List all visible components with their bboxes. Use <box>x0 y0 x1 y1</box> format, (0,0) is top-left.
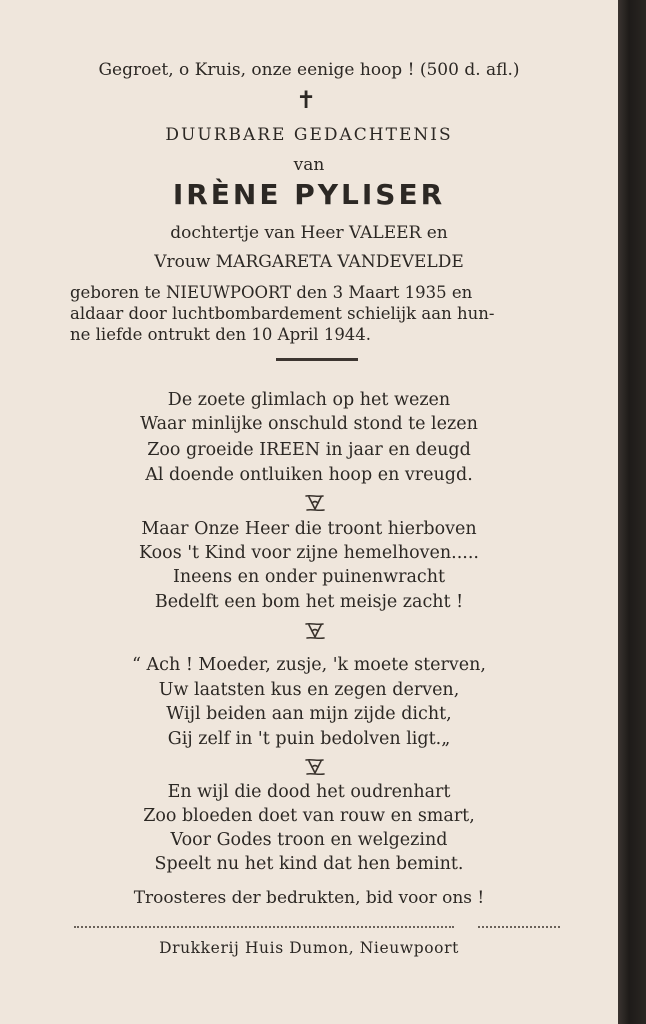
birth-line-3: ne liefde ontrukt den 10 April 1944. <box>70 325 372 344</box>
birth-line-1: geboren te NIEUWPOORT den 3 Maart 1935 en <box>70 283 473 302</box>
poem-line: Maar Onze Heer die troont hierboven <box>141 519 477 539</box>
deceased-name: IRÈNE PYLISER <box>172 178 446 211</box>
poem-line: “ Ach ! Moeder, zusje, 'k moete sterven, <box>132 655 486 675</box>
parents-line-2: Vrouw MARGARETA VANDEVELDE <box>154 252 464 272</box>
poem-line: Zoo groeide IREEN in jaar en deugd <box>147 440 471 460</box>
parents-line-1: dochtertje van Heer VALEER en <box>170 223 448 243</box>
closing-prayer: Troosteres der bedrukten, bid voor ons ! <box>133 888 485 908</box>
fleuron-ornament-icon <box>303 619 327 643</box>
poem-line: Waar minlijke onschuld stond te lezen <box>140 414 478 434</box>
dotted-divider <box>74 926 454 928</box>
memorial-heading: DUURBARE GEDACHTENIS <box>165 125 453 145</box>
card-edge-shadow <box>618 0 646 1024</box>
poem-line: En wijl die dood het oudrenhart <box>167 782 451 802</box>
fleuron-ornament-icon <box>303 755 327 779</box>
poem-line: Bedelft een bom het meisje zacht ! <box>154 592 464 612</box>
poem-line: Koos 't Kind voor zijne hemelhoven..... <box>139 543 479 563</box>
prayer-line: Gegroet, o Kruis, onze eenige hoop ! (500 d. afl.) <box>98 60 520 80</box>
fleuron-ornament-icon <box>303 491 327 515</box>
birth-line-2: aldaar door luchtbombardement schielijk aan hun- <box>70 304 495 323</box>
poem-line: Al doende ontluiken hoop en vreugd. <box>145 465 473 485</box>
van-label: van <box>293 155 325 175</box>
poem-line: Ineens en onder puinenwracht <box>172 567 446 587</box>
poem-line: De zoete glimlach op het wezen <box>167 390 451 410</box>
poem-line: Uw laatsten kus en zegen derven, <box>158 680 460 700</box>
poem-line: Voor Godes troon en welgezind <box>170 830 448 850</box>
poem-line: Speelt nu het kind dat hen bemint. <box>154 854 464 874</box>
dotted-divider <box>478 926 560 928</box>
latin-cross-icon: ✝ <box>296 86 317 114</box>
poem-line: Wijl beiden aan mijn zijde dicht, <box>166 704 452 724</box>
poem-line: Gij zelf in 't puin bedolven ligt.„ <box>167 729 451 749</box>
divider-rule <box>276 358 358 361</box>
printer-credit: Drukkerij Huis Dumon, Nieuwpoort <box>159 939 459 957</box>
poem-line: Zoo bloeden doet van rouw en smart, <box>143 806 475 826</box>
